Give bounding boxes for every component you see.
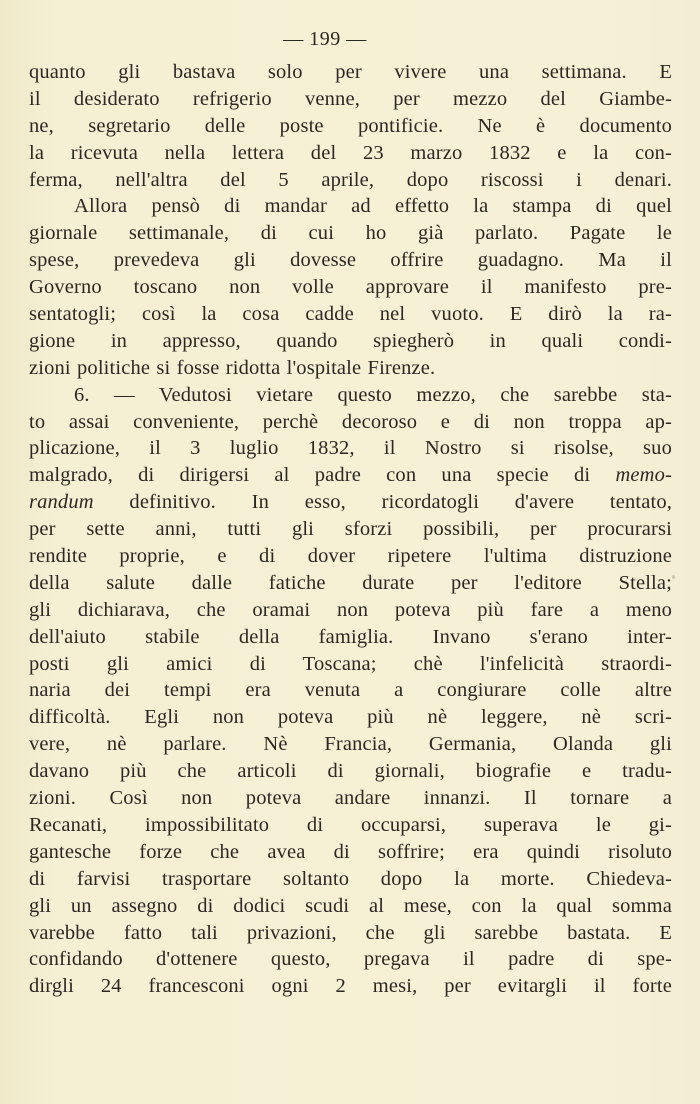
- line-text: ferma, nell'altra del 5 aprile, dopo riscossi i denari.: [29, 168, 672, 191]
- text-line: [29, 946, 672, 973]
- line-text: il desiderato refrigerio venne, per mezzo del Giambe-: [29, 87, 672, 110]
- line-text: 6. — Vedutosi vietare questo mezzo, che sarebbe sta-: [74, 383, 672, 406]
- text-line: [29, 839, 672, 866]
- text-line: [29, 220, 672, 247]
- line-text: difficoltà. Egli non poteva più nè leggere, nè scri-: [29, 706, 672, 729]
- text-line: [29, 462, 672, 489]
- line-text: rendite proprie, e di dover ripetere l'ultima distruzione: [29, 545, 672, 568]
- text-line: [29, 382, 672, 409]
- text-line: [29, 570, 672, 597]
- line-text: plicazione, il 3 luglio 1832, il Nostro si risolse, suo: [29, 437, 672, 460]
- line-text: dell'aiuto stabile della famiglia. Invano s'erano inter-: [29, 625, 672, 648]
- italic-text: memo-: [615, 464, 672, 487]
- text-line: [29, 677, 672, 704]
- line-text: definitivo. In esso, ricordatogli d'avere tentato,: [93, 491, 672, 514]
- line-text: varebbe fatto tali privazioni, che gli sarebbe bastata. E: [29, 921, 672, 944]
- line-text: to assai conveniente, perchè decoroso e di non troppa ap-: [29, 410, 672, 433]
- text-line: [29, 731, 672, 758]
- text-line: [29, 435, 672, 462]
- line-text: confidando d'ottenere questo, pregava il padre di spe-: [29, 948, 672, 971]
- text-line: [29, 113, 672, 140]
- text-line: [29, 785, 672, 812]
- text-line: [29, 973, 672, 1000]
- line-text: per sette anni, tutti gli sforzi possibili, per procurarsi: [29, 518, 672, 541]
- line-text: zioni politiche si fosse ridotta l'ospitale Firenze.: [29, 356, 436, 379]
- text-line: [29, 355, 672, 382]
- italic-text: randum: [29, 491, 94, 514]
- text-line: [29, 167, 672, 194]
- text-line: [29, 704, 672, 731]
- text-line: [29, 920, 672, 947]
- text-line: [29, 274, 672, 301]
- line-text: spese, prevedeva gli dovesse offrire guadagno. Ma il: [29, 249, 672, 272]
- line-text: dirgli 24 francesconi ogni 2 mesi, per evitargli il forte: [29, 975, 672, 998]
- text-line: [29, 489, 672, 516]
- text-line: [29, 543, 672, 570]
- text-line: [29, 651, 672, 678]
- text-line: [29, 328, 672, 355]
- line-text: la ricevuta nella lettera del 23 marzo 1832 e la con-: [29, 141, 672, 164]
- line-text: gli dichiarava, che oramai non poteva più fare a meno: [29, 598, 672, 621]
- line-text: Recanati, impossibilitato di occuparsi, superava le gi-: [29, 813, 672, 836]
- text-line: [29, 301, 672, 328]
- text-line: [29, 247, 672, 274]
- text-line: [29, 193, 672, 220]
- line-text: posti gli amici di Toscana; chè l'infelicità straordi-: [29, 652, 672, 675]
- text-line: [29, 86, 672, 113]
- text-line: [29, 59, 672, 86]
- text-line: [29, 893, 672, 920]
- line-text: zioni. Così non poteva andare innanzi. Il tornare a: [29, 787, 672, 810]
- text-line: [29, 812, 672, 839]
- text-line: [29, 140, 672, 167]
- line-text: Allora pensò di mandar ad effetto la stampa di quel: [74, 195, 672, 218]
- line-text: sentatogli; così la cosa cadde nel vuoto. E dirò la ra-: [29, 303, 672, 326]
- line-text: giornale settimanale, di cui ho già parlato. Pagate le: [29, 222, 672, 245]
- line-text: Governo toscano non volle approvare il manifesto pre-: [29, 276, 672, 299]
- line-text: gione in appresso, quando spiegherò in quali condi-: [29, 329, 672, 352]
- line-text: gantesche forze che avea di soffrire; era quindi risoluto: [29, 840, 672, 863]
- text-line: [29, 409, 672, 436]
- line-text: davano più che articoli di giornali, biografie e tradu-: [29, 760, 672, 783]
- page-number: — 199 —: [283, 28, 367, 50]
- line-text: ne, segretario delle poste pontificie. Ne è documento: [29, 114, 672, 137]
- line-text: della salute dalle fatiche durate per l'editore Stella;: [29, 571, 672, 594]
- line-text: quanto gli bastava solo per vivere una settimana. E: [29, 61, 672, 83]
- line-text: di farvisi trasportare soltanto dopo la morte. Chiedeva-: [29, 867, 672, 890]
- text-line: [29, 516, 672, 543]
- text-line: [29, 866, 672, 893]
- line-text: gli un assegno di dodici scudi al mese, con la qual somma: [29, 894, 672, 917]
- text-line: [29, 624, 672, 651]
- line-text: malgrado, di dirigersi al padre con una specie di: [29, 464, 616, 487]
- body-text: [29, 59, 672, 1000]
- line-text: naria dei tempi era venuta a congiurare colle altre: [29, 679, 672, 702]
- text-line: [29, 597, 672, 624]
- line-text: vere, nè parlare. Nè Francia, Germania, Olanda gli: [29, 733, 672, 756]
- text-line: [29, 758, 672, 785]
- paper-speck: [672, 575, 675, 579]
